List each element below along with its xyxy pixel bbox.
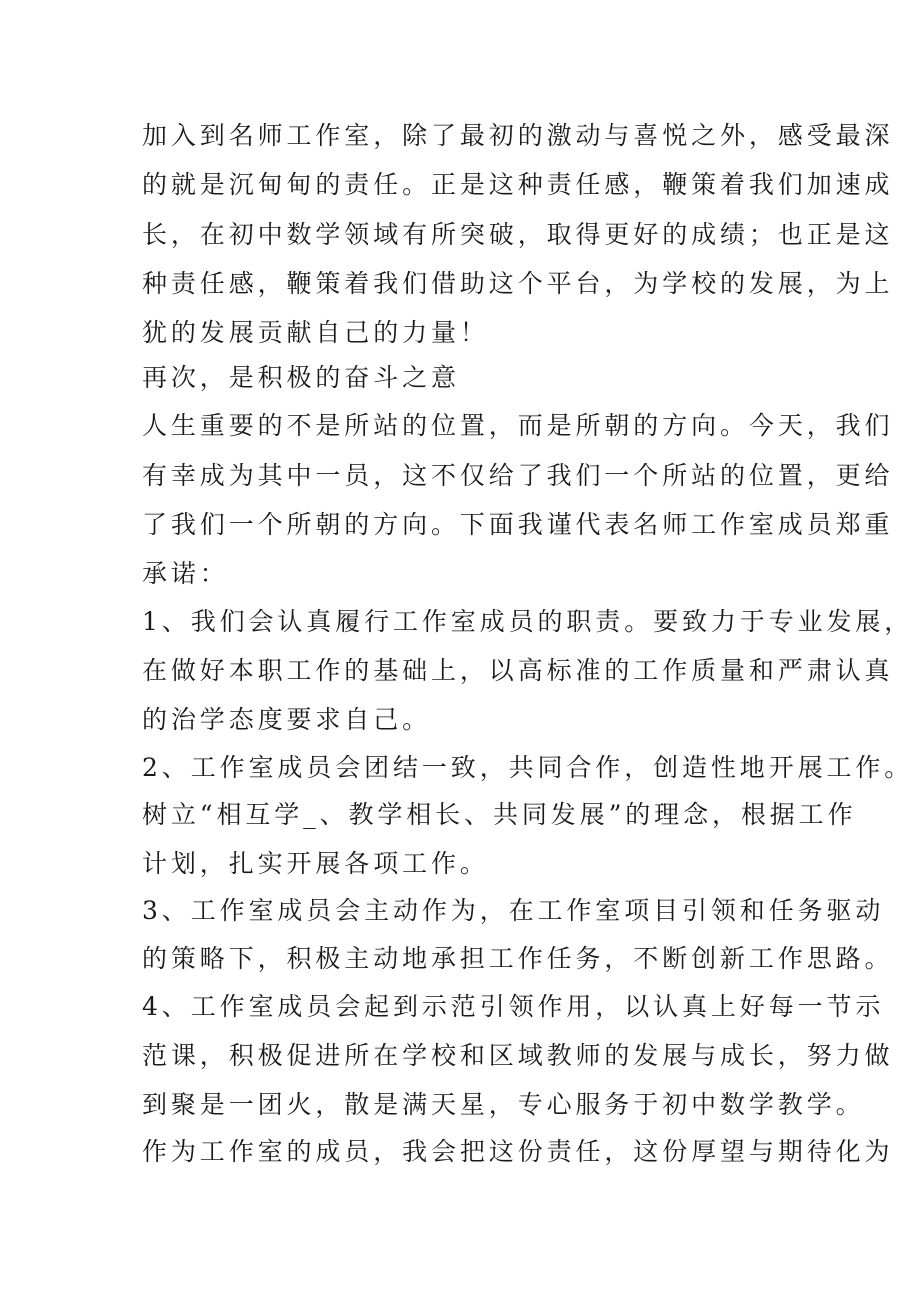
list-item-4-line-2: 范课，积极促进所在学校和区域教师的发展与成长，努力做 [142,1041,894,1070]
list-item-3-line-2: 的策略下，积极主动地承担工作任务，不断创新工作思路。 [142,944,894,973]
text-line-3: 长，在初中数学领域有所突破，取得更好的成绩；也正是这 [142,220,894,249]
text-line-9: 了我们一个所朝的方向。下面我谨代表名师工作室成员郑重 [142,510,894,539]
text-line-1: 加入到名师工作室，除了最初的激动与喜悦之外，感受最深 [142,121,894,150]
list-item-2-line-3: 计划，扎实开展各项工作。 [142,849,489,878]
list-item-3-line-1: 3、工作室成员会主动作为，在工作室项目引领和任务驱动 [142,896,885,925]
list-item-1-line-2: 在做好本职工作的基础上，以高标准的工作质量和严肃认真 [142,656,894,685]
text-line-22: 作为工作室的成员，我会把这份责任，这份厚望与期待化为 [142,1137,894,1166]
text-line-8: 有幸成为其中一员，这不仅给了我们一个所站的位置，更给 [142,461,894,490]
text-line-2: 的就是沉甸甸的责任。正是这种责任感，鞭策着我们加速成 [142,170,894,199]
list-item-2-line-2: 树立“相互学_、教学相长、共同发展”的理念，根据工作 [142,800,857,829]
list-item-1-line-3: 的治学态度要求自己。 [142,705,432,734]
section-heading: 再次，是积极的奋斗之意 [142,363,460,392]
text-line-7: 人生重要的不是所站的位置，而是所朝的方向。今天，我们 [142,411,894,440]
list-item-4-line-1: 4、工作室成员会起到示范引领作用，以认真上好每一节示 [142,992,885,1021]
text-line-10: 承诺： [142,559,229,588]
list-item-2-line-1: 2、工作室成员会团结一致，共同合作，创造性地开展工作。 [142,753,914,782]
text-line-5: 犹的发展贡献自己的力量！ [142,318,489,347]
text-line-4: 种责任感，鞭策着我们借助这个平台，为学校的发展，为上 [142,269,894,298]
list-item-1-line-1: 1、我们会认真履行工作室成员的职责。要致力于专业发展， [142,607,914,636]
list-item-4-line-3: 到聚是一团火，散是满天星，专心服务于初中数学教学。 [142,1090,865,1119]
